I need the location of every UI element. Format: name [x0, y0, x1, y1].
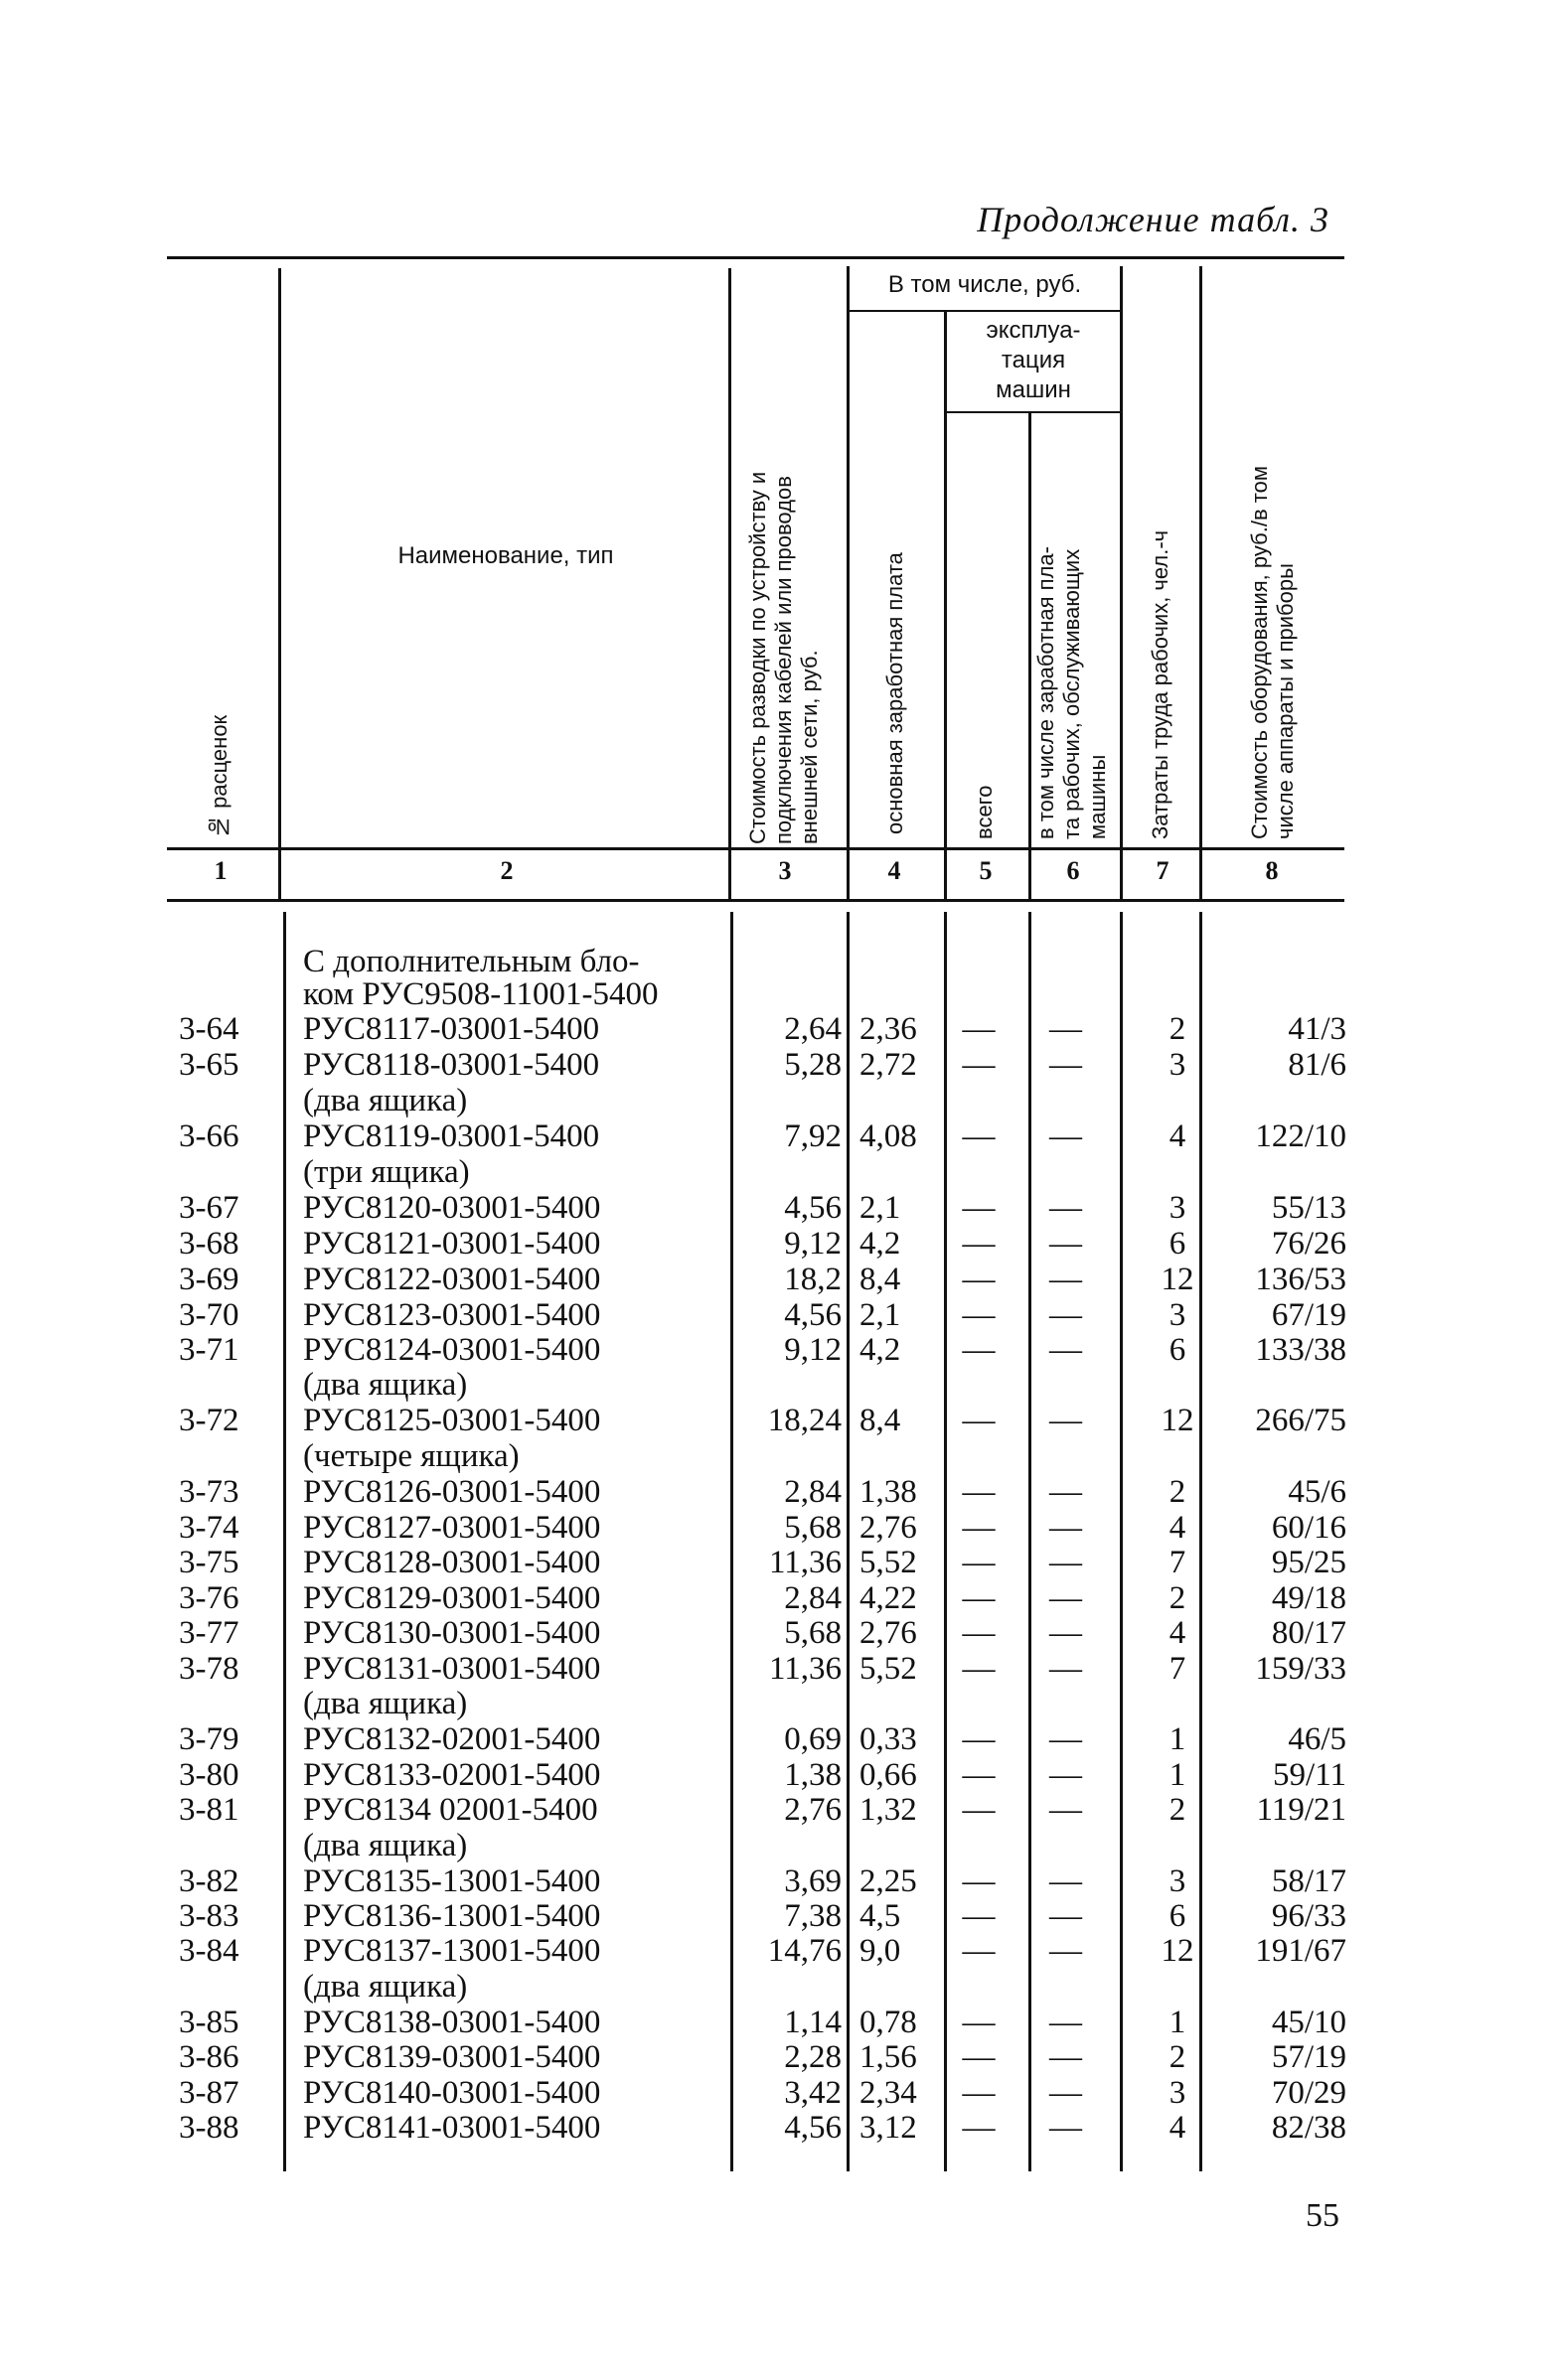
row-code: 3-86: [179, 2039, 239, 2075]
row-c6: —: [1049, 1332, 1082, 1368]
row-code: 3-83: [179, 1898, 239, 1934]
row-code: 3-76: [179, 1580, 239, 1616]
row-name: РУС8137-13001-5400: [303, 1933, 601, 1969]
row-c3: 4,56: [784, 2110, 842, 2146]
header-col8: Стоимость оборудования, руб./в том числе аппараты и приборы: [1247, 466, 1298, 839]
row-c4: 4,08: [859, 1118, 917, 1154]
row-c4: 2,76: [859, 1510, 917, 1546]
row-c6: —: [1049, 1863, 1082, 1899]
row-name: РУС8123-03001-5400: [303, 1297, 601, 1333]
header-group: В том числе, руб.: [887, 271, 1082, 298]
header-divider: [1028, 413, 1031, 847]
header-divider: [728, 268, 731, 847]
row-c5: —: [962, 1403, 996, 1438]
row-c5: —: [962, 1190, 996, 1226]
row-c7: 3: [1168, 1047, 1186, 1083]
row-c5: —: [962, 1474, 996, 1510]
row-c8: 191/67: [1255, 1933, 1346, 1969]
row-c8: 81/6: [1288, 1047, 1346, 1083]
header-col3: Стоимость разводки по устройству и подключения кабелей или проводов внешней сети, руб.: [745, 471, 822, 844]
row-c6: —: [1049, 1047, 1082, 1083]
row-c7: 1: [1168, 1721, 1186, 1757]
row-c5: —: [962, 1297, 996, 1333]
row-c7: 3: [1168, 1297, 1186, 1333]
row-c6: —: [1049, 2039, 1082, 2075]
row-name: РУС8125-03001-5400: [303, 1403, 601, 1438]
group-rule: [850, 310, 1120, 312]
row-c5: —: [962, 1580, 996, 1616]
row-name: РУС8130-03001-5400: [303, 1615, 601, 1651]
row-c6: —: [1049, 1545, 1082, 1580]
row-c8: 45/6: [1288, 1474, 1346, 1510]
row-note: (два ящика): [303, 1969, 468, 2005]
table-row: [0, 2075, 1558, 2111]
row-c3: 9,12: [784, 1332, 842, 1368]
row-c6: —: [1049, 1011, 1082, 1047]
header-col2: Наименование, тип: [397, 542, 614, 569]
row-c4: 1,56: [859, 2039, 917, 2075]
section-title: С дополнительным бло-: [303, 944, 640, 979]
row-code: 3-69: [179, 1262, 239, 1297]
row-c6: —: [1049, 1792, 1082, 1828]
row-c5: —: [962, 1545, 996, 1580]
row-c7: 2: [1168, 1011, 1186, 1047]
row-c7: 4: [1168, 2110, 1186, 2146]
row-c8: 59/11: [1273, 1757, 1346, 1793]
column-number: 5: [979, 856, 993, 885]
row-c4: 8,4: [859, 1403, 901, 1438]
table-row: [0, 1510, 1558, 1546]
row-c7: 3: [1168, 1190, 1186, 1226]
table-row: [0, 1757, 1558, 1793]
colnum-divider: [1028, 850, 1031, 899]
row-c4: 2,76: [859, 1615, 917, 1651]
row-c7: 6: [1168, 1898, 1186, 1934]
row-c4: 0,66: [859, 1757, 917, 1793]
row-c7: 2: [1168, 1580, 1186, 1616]
row-c4: 4,5: [859, 1898, 901, 1934]
table-row: [0, 1651, 1558, 1687]
row-name: РУС8117-03001-5400: [303, 1011, 600, 1047]
header-col5: всего: [972, 785, 997, 839]
row-c4: 9,0: [859, 1933, 901, 1969]
row-c8: 60/16: [1271, 1510, 1346, 1546]
row-c4: 2,72: [859, 1047, 917, 1083]
row-c5: —: [962, 1757, 996, 1793]
row-c8: 133/38: [1255, 1332, 1346, 1368]
row-c4: 0,78: [859, 2005, 917, 2040]
subgroup-rule: [944, 411, 1120, 413]
row-c7: 1: [1168, 1757, 1186, 1793]
row-c3: 2,84: [784, 1474, 842, 1510]
row-name: РУС8129-03001-5400: [303, 1580, 601, 1616]
row-c6: —: [1049, 1651, 1082, 1687]
row-c6: —: [1049, 2075, 1082, 2111]
row-note: (два ящика): [303, 1686, 468, 1721]
row-c6: —: [1049, 1262, 1082, 1297]
row-name: РУС8131-03001-5400: [303, 1651, 601, 1687]
row-c3: 5,68: [784, 1615, 842, 1651]
header-col1: № расценок: [207, 714, 232, 839]
row-c7: 7: [1168, 1651, 1186, 1687]
row-c5: —: [962, 1898, 996, 1934]
row-c8: 58/17: [1271, 1863, 1346, 1899]
header-subgroup: эксплуа- тация машин: [986, 317, 1081, 403]
row-c6: —: [1049, 1297, 1082, 1333]
table-row: [0, 1047, 1558, 1083]
row-c8: 49/18: [1271, 1580, 1346, 1616]
row-c6: —: [1049, 1933, 1082, 1969]
row-c5: —: [962, 1615, 996, 1651]
table-row: [0, 1118, 1558, 1154]
row-c8: 136/53: [1255, 1262, 1346, 1297]
row-name: РУС8134 02001-5400: [303, 1792, 598, 1828]
row-c5: —: [962, 1510, 996, 1546]
table-row: [0, 1190, 1558, 1226]
colnum-divider: [728, 850, 731, 899]
row-code: 3-68: [179, 1226, 239, 1262]
row-name: РУС8121-03001-5400: [303, 1226, 601, 1262]
row-c7: 2: [1168, 2039, 1186, 2075]
row-c5: —: [962, 1047, 996, 1083]
row-name: РУС8135-13001-5400: [303, 1863, 601, 1899]
row-c8: 95/25: [1271, 1545, 1346, 1580]
row-c7: 2: [1168, 1474, 1186, 1510]
row-c6: —: [1049, 1757, 1082, 1793]
row-c7: 4: [1168, 1615, 1186, 1651]
row-c4: 5,52: [859, 1545, 917, 1580]
header-divider: [1199, 266, 1202, 847]
table-row: [0, 1011, 1558, 1047]
header-col7: Затраты труда рабочих, чел.-ч: [1148, 529, 1172, 839]
row-c5: —: [962, 1863, 996, 1899]
column-number: 8: [1265, 856, 1279, 885]
row-code: 3-82: [179, 1863, 239, 1899]
row-c4: 1,38: [859, 1474, 917, 1510]
table-row: [0, 2110, 1558, 2146]
row-code: 3-64: [179, 1011, 239, 1047]
row-c6: —: [1049, 1226, 1082, 1262]
page-number: 55: [1306, 2197, 1339, 2234]
row-c6: —: [1049, 1898, 1082, 1934]
row-name: РУС8124-03001-5400: [303, 1332, 601, 1368]
row-code: 3-88: [179, 2110, 239, 2146]
row-note: (четыре ящика): [303, 1438, 520, 1474]
row-c3: 1,14: [784, 2005, 842, 2040]
table-row: [0, 1297, 1558, 1333]
column-numbers-rule: [167, 899, 1344, 902]
row-name: РУС8122-03001-5400: [303, 1262, 601, 1297]
row-c5: —: [962, 2039, 996, 2075]
row-c3: 4,56: [784, 1297, 842, 1333]
row-c5: —: [962, 1332, 996, 1368]
table-row: [0, 1863, 1558, 1899]
row-c3: 2,28: [784, 2039, 842, 2075]
row-c3: 18,24: [767, 1403, 842, 1438]
row-code: 3-71: [179, 1332, 239, 1368]
row-c3: 5,28: [784, 1047, 842, 1083]
row-c8: 96/33: [1271, 1898, 1346, 1934]
row-name: РУС8133-02001-5400: [303, 1757, 601, 1793]
row-c7: 12: [1161, 1933, 1194, 1969]
row-code: 3-73: [179, 1474, 239, 1510]
row-code: 3-67: [179, 1190, 239, 1226]
header-divider: [1120, 266, 1123, 847]
row-code: 3-74: [179, 1510, 239, 1546]
row-c4: 0,33: [859, 1721, 917, 1757]
header-bottom-rule: [167, 847, 1344, 850]
row-c4: 2,36: [859, 1011, 917, 1047]
table-row: [0, 1262, 1558, 1297]
table-top-rule: [167, 256, 1344, 259]
row-name: РУС8139-03001-5400: [303, 2039, 601, 2075]
column-number: 6: [1066, 856, 1080, 885]
column-number: 4: [887, 856, 901, 885]
table-row: [0, 1332, 1558, 1368]
row-c7: 4: [1168, 1510, 1186, 1546]
row-c3: 5,68: [784, 1510, 842, 1546]
row-c7: 2: [1168, 1792, 1186, 1828]
row-c8: 82/38: [1271, 2110, 1346, 2146]
row-c5: —: [962, 1792, 996, 1828]
row-c8: 67/19: [1271, 1297, 1346, 1333]
header-col4: основная заработная плата: [882, 552, 907, 834]
row-c7: 3: [1168, 2075, 1186, 2111]
row-c6: —: [1049, 1118, 1082, 1154]
row-c8: 76/26: [1271, 1226, 1346, 1262]
row-code: 3-87: [179, 2075, 239, 2111]
colnum-divider: [1120, 850, 1123, 899]
row-c7: 4: [1168, 1118, 1186, 1154]
row-c3: 11,36: [768, 1651, 842, 1687]
row-code: 3-80: [179, 1757, 239, 1793]
column-number: 1: [214, 856, 228, 885]
column-number: 7: [1156, 856, 1169, 885]
table-row: [0, 2039, 1558, 2075]
row-c5: —: [962, 1262, 996, 1297]
row-note: (два ящика): [303, 1828, 468, 1863]
row-c4: 4,22: [859, 1580, 917, 1616]
row-c7: 7: [1168, 1545, 1186, 1580]
row-note: (два ящика): [303, 1367, 468, 1403]
row-c3: 0,69: [784, 1721, 842, 1757]
row-c6: —: [1049, 1580, 1082, 1616]
row-c4: 3,12: [859, 2110, 917, 2146]
row-c6: —: [1049, 1474, 1082, 1510]
header-col6: в том числе заработная пла- та рабочих, обслуживающих машины: [1033, 546, 1110, 839]
row-name: РУС8127-03001-5400: [303, 1510, 601, 1546]
row-c8: 119/21: [1256, 1792, 1346, 1828]
row-c3: 3,69: [784, 1863, 842, 1899]
row-name: РУС8136-13001-5400: [303, 1898, 601, 1934]
row-c3: 1,38: [784, 1757, 842, 1793]
row-c3: 2,76: [784, 1792, 842, 1828]
row-c3: 3,42: [784, 2075, 842, 2111]
row-c6: —: [1049, 1190, 1082, 1226]
colnum-divider: [944, 850, 947, 899]
colnum-divider: [847, 850, 850, 899]
row-name: РУС8119-03001-5400: [303, 1118, 600, 1154]
row-name: РУС8128-03001-5400: [303, 1545, 601, 1580]
row-name: РУС8118-03001-5400: [303, 1047, 600, 1083]
row-c3: 9,12: [784, 1226, 842, 1262]
row-c7: 6: [1168, 1332, 1186, 1368]
row-c7: 12: [1161, 1262, 1194, 1297]
row-c6: —: [1049, 1403, 1082, 1438]
row-c6: —: [1049, 1615, 1082, 1651]
row-c4: 2,1: [859, 1297, 901, 1333]
row-c8: 70/29: [1271, 2075, 1346, 2111]
row-c8: 80/17: [1271, 1615, 1346, 1651]
row-c6: —: [1049, 2005, 1082, 2040]
table-row: [0, 1226, 1558, 1262]
table-row: [0, 1792, 1558, 1828]
table-row: [0, 1615, 1558, 1651]
table-row: [0, 1580, 1558, 1616]
row-code: 3-84: [179, 1933, 239, 1969]
row-c3: 11,36: [768, 1545, 842, 1580]
row-c3: 2,64: [784, 1011, 842, 1047]
row-c7: 12: [1161, 1403, 1194, 1438]
section-title: ком РУС9508-11001-5400: [303, 976, 659, 1012]
row-c4: 8,4: [859, 1262, 901, 1297]
row-c6: —: [1049, 1510, 1082, 1546]
row-c5: —: [962, 2005, 996, 2040]
row-note: (три ящика): [303, 1154, 470, 1190]
row-name: РУС8138-03001-5400: [303, 2005, 601, 2040]
row-c3: 4,56: [784, 1190, 842, 1226]
row-c8: 46/5: [1288, 1721, 1346, 1757]
colnum-divider: [278, 850, 281, 899]
row-c8: 159/33: [1255, 1651, 1346, 1687]
row-name: РУС8120-03001-5400: [303, 1190, 601, 1226]
row-code: 3-72: [179, 1403, 239, 1438]
column-number: 2: [500, 856, 514, 885]
row-c3: 2,84: [784, 1580, 842, 1616]
row-code: 3-79: [179, 1721, 239, 1757]
row-c3: 18,2: [784, 1262, 842, 1297]
row-c8: 122/10: [1255, 1118, 1346, 1154]
table-row: [0, 1545, 1558, 1580]
row-code: 3-78: [179, 1651, 239, 1687]
row-c5: —: [962, 1011, 996, 1047]
row-c4: 2,1: [859, 1190, 901, 1226]
row-name: РУС8126-03001-5400: [303, 1474, 601, 1510]
row-c3: 7,38: [784, 1898, 842, 1934]
row-c4: 2,25: [859, 1863, 917, 1899]
row-c4: 1,32: [859, 1792, 917, 1828]
row-c7: 1: [1168, 2005, 1186, 2040]
row-note: (два ящика): [303, 1083, 468, 1118]
row-c4: 4,2: [859, 1226, 901, 1262]
row-c3: 7,92: [784, 1118, 842, 1154]
table-row: [0, 1474, 1558, 1510]
table-row: [0, 1898, 1558, 1934]
row-c5: —: [962, 1226, 996, 1262]
row-name: РУС8141-03001-5400: [303, 2110, 601, 2146]
row-code: 3-85: [179, 2005, 239, 2040]
row-c5: —: [962, 1933, 996, 1969]
row-code: 3-65: [179, 1047, 239, 1083]
row-c5: —: [962, 1721, 996, 1757]
column-number: 3: [778, 856, 792, 885]
row-c6: —: [1049, 1721, 1082, 1757]
table-row: [0, 1933, 1558, 1969]
row-code: 3-81: [179, 1792, 239, 1828]
row-c5: —: [962, 2110, 996, 2146]
row-code: 3-77: [179, 1615, 239, 1651]
colnum-divider: [1199, 850, 1202, 899]
table-row: [0, 1403, 1558, 1438]
row-c4: 2,34: [859, 2075, 917, 2111]
row-code: 3-70: [179, 1297, 239, 1333]
table-caption: Продолжение табл. 3: [977, 200, 1329, 239]
header-divider: [278, 268, 281, 847]
row-c7: 6: [1168, 1226, 1186, 1262]
row-c8: 57/19: [1271, 2039, 1346, 2075]
row-code: 3-75: [179, 1545, 239, 1580]
row-name: РУС8132-02001-5400: [303, 1721, 601, 1757]
row-c5: —: [962, 1118, 996, 1154]
row-c8: 41/3: [1288, 1011, 1346, 1047]
row-c8: 266/75: [1255, 1403, 1346, 1438]
row-name: РУС8140-03001-5400: [303, 2075, 601, 2111]
row-c4: 5,52: [859, 1651, 917, 1687]
header-divider: [847, 266, 850, 847]
row-c4: 4,2: [859, 1332, 901, 1368]
row-c6: —: [1049, 2110, 1082, 2146]
table-row: [0, 1721, 1558, 1757]
row-c8: 45/10: [1271, 2005, 1346, 2040]
row-c5: —: [962, 1651, 996, 1687]
row-c7: 3: [1168, 1863, 1186, 1899]
row-c5: —: [962, 2075, 996, 2111]
table-row: [0, 2005, 1558, 2040]
row-code: 3-66: [179, 1118, 239, 1154]
row-c3: 14,76: [767, 1933, 842, 1969]
row-c8: 55/13: [1271, 1190, 1346, 1226]
